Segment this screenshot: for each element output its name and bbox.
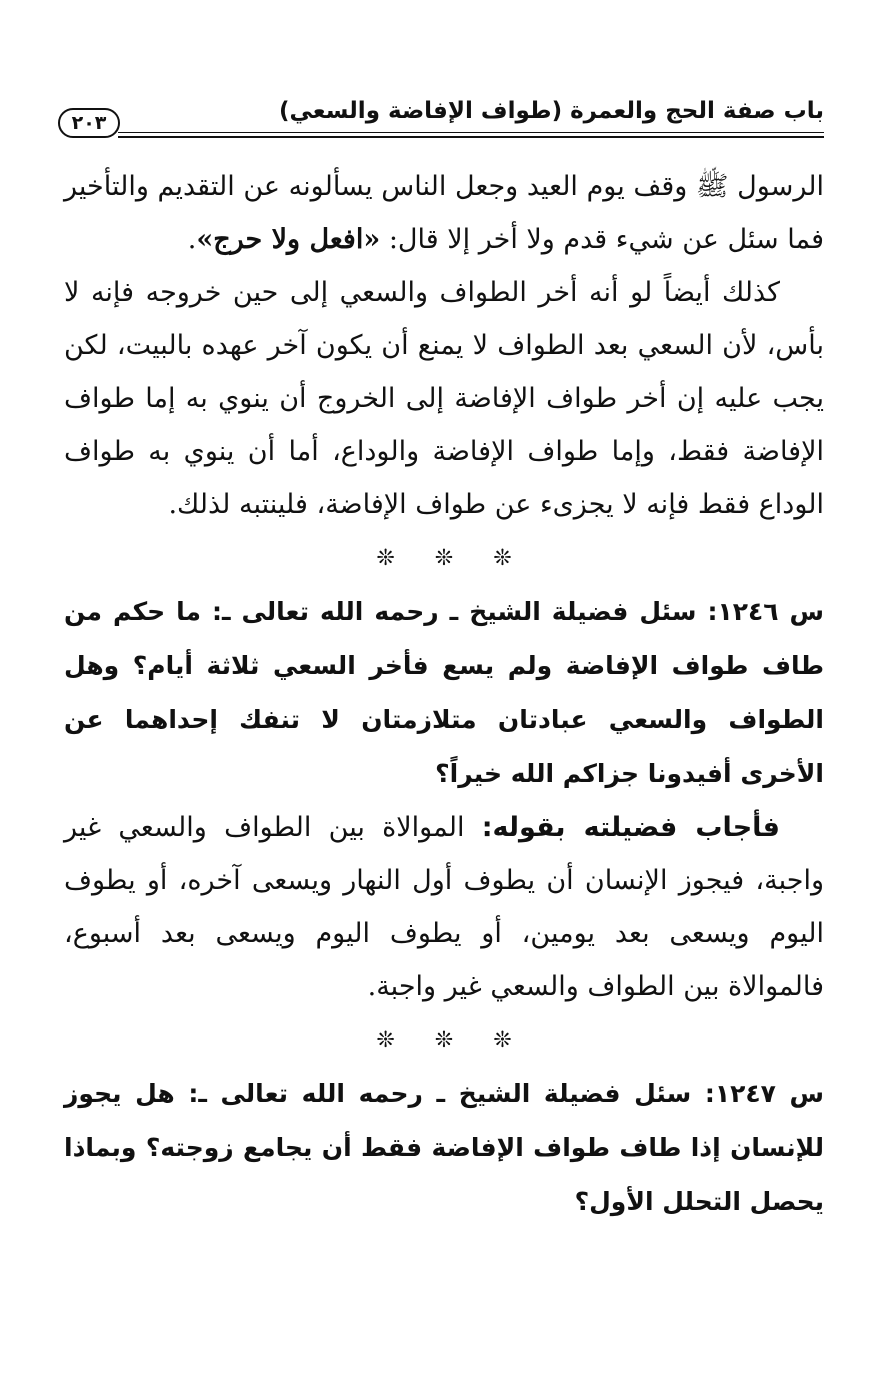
running-header xyxy=(58,92,824,144)
section-separator xyxy=(64,531,824,585)
star-ornament-icon: ❊ xyxy=(434,1027,454,1053)
page-number: ٢٠٣ xyxy=(58,108,120,138)
star-ornament-icon: ❊ xyxy=(493,1027,512,1053)
star-ornament-icon: ❊ xyxy=(376,1027,395,1053)
header-rule-thick xyxy=(118,136,824,138)
paragraph-end: . xyxy=(187,224,197,255)
section-separator xyxy=(64,1013,824,1067)
star-ornament-icon: ❊ xyxy=(493,545,512,571)
question-1247: س ١٢٤٧: سئل فضيلة الشيخ ـ رحمه الله تعالى ـ: هل يجوز للإنسان إذا طاف طواف الإفاضة فقط أن يجامع زوجته؟ وبماذا يحصل التحلل الأول؟ xyxy=(64,1079,824,1216)
answer-lead: فأجاب فضيلته بقوله: xyxy=(481,812,780,843)
paragraph-delay-tawaf: كذلك أيضاً لو أنه أخر الطواف والسعي إلى حين خروجه فإنه لا بأس، لأن السعي بعد الطواف لا يمنع أن يكون آخر عهده بالبيت، لكن يجب عليه إن أخر طواف الإفاضة إلى الخروج أن ينوي به إما طواف الإفاضة فقط، وإما طواف الإفاضة والوداع، أما أن ينوي به طواف الوداع فقط فإنه لا يجزىء عن طواف الإفاضة، فلينتبه لذلك. xyxy=(64,277,824,520)
star-ornament-icon: ❊ xyxy=(434,545,454,571)
paragraph-text: الرسول ﷺ وقف يوم العيد وجعل الناس يسألونه عن التقديم والتأخير فما سئل عن شيء قدم ولا أخر إلا قال: xyxy=(64,171,824,255)
page-content xyxy=(64,160,824,1229)
question-1246: س ١٢٤٦: سئل فضيلة الشيخ ـ رحمه الله تعالى ـ: ما حكم من طاف طواف الإفاضة ولم يسع فأخر السعي ثلاثة أيام؟ وهل الطواف والسعي عبادتان متلازمتان لا تنفك إحداهما عن الأخرى أفيدونا جزاكم الله خيراً؟ xyxy=(64,597,824,788)
header-rule xyxy=(118,132,824,133)
chapter-title: باب صفة الحج والعمرة (طواف الإفاضة والسعي) xyxy=(279,98,824,124)
answer-text: الموالاة بين الطواف والسعي غير واجبة، فيجوز الإنسان أن يطوف أول النهار ويسعى آخره، أو يطوف اليوم ويسعى بعد يومين، أو يطوف اليوم ويسعى بعد أسبوع، فالموالاة بين الطواف والسعي غير واجبة. xyxy=(64,812,824,1002)
hadith-quote: «افعل ولا حرج» xyxy=(196,224,381,255)
paragraph-prophet-hadith xyxy=(64,160,824,266)
answer-1246 xyxy=(64,801,824,1013)
star-ornament-icon: ❊ xyxy=(376,545,395,571)
